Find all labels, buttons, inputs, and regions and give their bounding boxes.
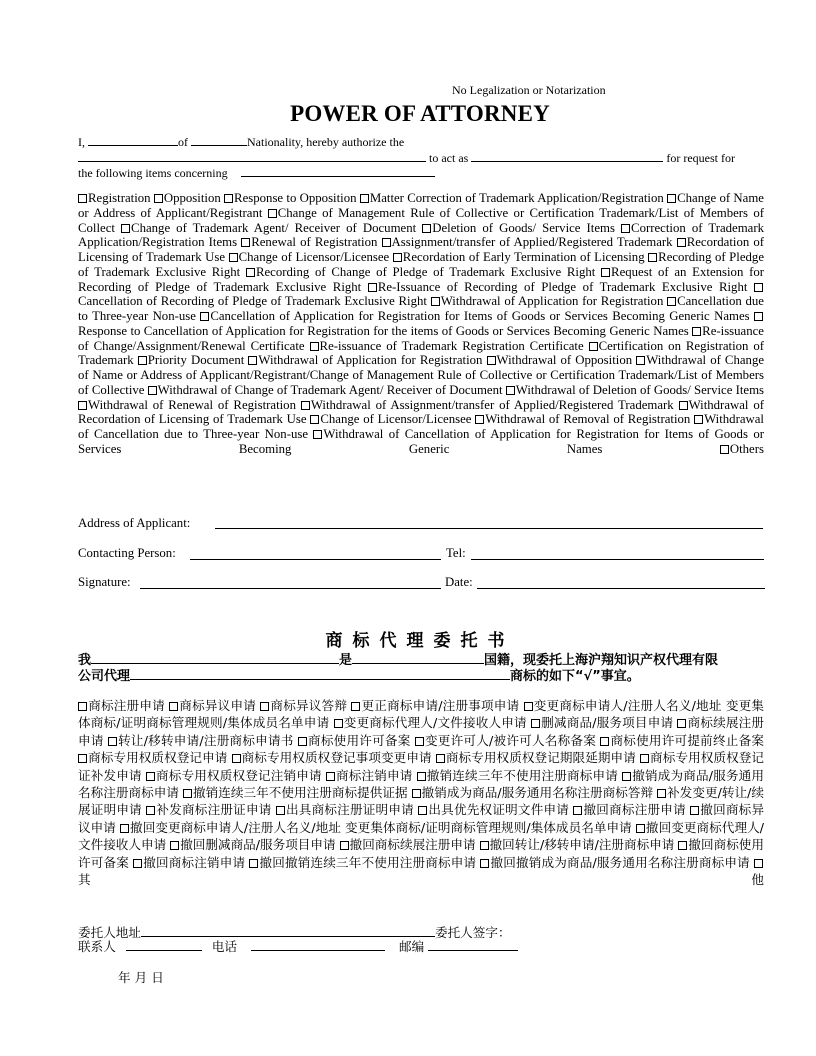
cn-checklist	[78, 697, 764, 888]
cn-item[interactable]	[415, 733, 596, 748]
cn-checkbox[interactable]	[298, 737, 307, 746]
cn-trademark-blank[interactable]	[130, 665, 510, 680]
cn-item-label: 变更商标申请人/注册人名义/地址 变更集体商标/证明商标管理规则/集体成员名单申请	[78, 698, 764, 731]
en-item[interactable]	[138, 353, 245, 367]
en-item-label: Withdrawal of Deletion of Goods/ Service Items	[515, 382, 765, 397]
en-item-label: Change of Trademark Agent/ Receiver of Document	[131, 220, 417, 235]
cn-item-label: 出具商标注册证明申请	[285, 802, 414, 818]
cn-item[interactable]	[418, 802, 569, 817]
cn-item-label: 变更许可人/被许可人名称备案	[424, 732, 597, 748]
cn-item-label: 撤回商标使用许可备案	[78, 837, 764, 870]
cn-title: 商标代理委托书	[325, 631, 515, 651]
tel-label: Tel:	[446, 546, 466, 560]
en-checkbox[interactable]	[248, 356, 257, 365]
en-item[interactable]	[78, 191, 151, 205]
cn-item[interactable]	[108, 733, 294, 748]
cn-zip-input[interactable]	[428, 938, 518, 951]
nationality-blank[interactable]	[191, 133, 247, 146]
cn-item-label: 补发商标注册证申请	[156, 802, 272, 818]
cn-checkbox[interactable]	[133, 859, 142, 868]
cn-checkbox[interactable]	[600, 737, 609, 746]
en-item-label: Cancellation due to Three-year Non-use	[78, 294, 764, 323]
cn-checkbox[interactable]	[340, 841, 349, 850]
en-checkbox[interactable]	[246, 268, 255, 277]
cn-checkbox[interactable]	[326, 772, 335, 781]
cn-checkbox[interactable]	[480, 841, 489, 850]
en-item[interactable]	[393, 250, 645, 264]
cn-item[interactable]	[480, 855, 749, 870]
cn-item-label: 撤回商标注销申请	[143, 854, 246, 870]
intro-for-request: for request for	[666, 151, 735, 165]
cn-item[interactable]	[340, 837, 476, 852]
en-item[interactable]	[229, 250, 390, 264]
en-item-label: Withdrawal of Opposition	[496, 353, 633, 368]
cn-item[interactable]	[326, 768, 413, 783]
cn-item[interactable]	[573, 802, 686, 817]
cn-checkbox[interactable]	[531, 719, 540, 728]
en-item-label: Withdrawal of Cancellation due to Three-year Non-use	[78, 412, 764, 441]
en-checkbox[interactable]	[148, 386, 157, 395]
en-item[interactable]	[241, 235, 377, 249]
cn-sign-label: 委托人签字：	[434, 925, 511, 940]
address-input[interactable]	[215, 528, 763, 529]
en-checkbox[interactable]	[241, 238, 250, 247]
en-item-label: Withdrawal of Renewal of Registration	[88, 397, 296, 412]
en-item-label: Cancellation of Application for Registration for Items of Goods or Services Becoming Generic Names	[210, 309, 750, 323]
cn-item[interactable]	[531, 715, 673, 730]
cn-item-label: 其他	[78, 872, 764, 888]
en-item-label: Withdrawal of Change of Trademark Agent/ Receiver of Document	[157, 382, 503, 397]
en-checkbox[interactable]	[754, 283, 763, 292]
en-checkbox[interactable]	[754, 312, 763, 321]
cn-item-label: 转让/移转申请/注册商标申请书	[117, 732, 294, 748]
cn-item-label: 撤回转让/移转申请/注册商标申请	[489, 837, 675, 853]
cn-checkbox[interactable]	[754, 859, 763, 868]
cn-item-label: 商标异议申请	[179, 698, 257, 713]
en-checkbox[interactable]	[636, 356, 645, 365]
cn-agent-text: 公司代理	[78, 669, 131, 684]
en-checklist	[78, 191, 764, 457]
applicant-name-blank[interactable]	[88, 133, 178, 146]
en-item-label: Withdrawal of Recordation of Licensing of Trademark Use	[78, 397, 764, 427]
en-item[interactable]	[78, 398, 296, 412]
cn-checkbox[interactable]	[146, 772, 155, 781]
role-blank[interactable]	[471, 149, 663, 162]
en-item-label: Withdrawal of Application for Registration	[258, 353, 483, 368]
en-item-label: Priority Document	[147, 353, 245, 368]
address-label: Address of Applicant:	[78, 516, 191, 530]
intro-of: of	[178, 135, 188, 149]
cn-item[interactable]	[276, 802, 414, 817]
en-checkbox[interactable]	[200, 312, 209, 321]
cn-tel-input[interactable]	[251, 938, 385, 951]
cn-item-label: 删减商品/服务项目申请	[541, 715, 674, 731]
cn-checkbox[interactable]	[678, 841, 687, 850]
cn-checkbox[interactable]	[108, 737, 117, 746]
cn-checkbox[interactable]	[120, 824, 129, 833]
agent-blank[interactable]	[78, 149, 426, 162]
cn-item-label: 撤回商标注册申请	[583, 802, 686, 818]
cn-item-label: 商标异议答辩	[270, 698, 348, 713]
cn-item-label: 商标专用权质权登记申请	[88, 750, 228, 766]
cn-item-label: 撤回撤销成为商品/服务通用名称注册商标申请	[490, 854, 750, 870]
cn-item-label: 撤回变更商标申请人/注册人名义/地址 变更集体商标/证明商标管理规则/集体成员名单申请	[130, 819, 632, 835]
cn-item[interactable]	[260, 698, 347, 713]
en-item-label: Withdrawal of Removal of Registration	[485, 412, 691, 427]
cn-checkbox[interactable]	[415, 737, 424, 746]
en-checkbox[interactable]	[310, 415, 319, 424]
cn-checkbox[interactable]	[690, 806, 699, 815]
cn-checkbox[interactable]	[232, 754, 241, 763]
cn-checkbox[interactable]	[146, 806, 155, 815]
en-checkbox[interactable]	[78, 194, 87, 203]
cn-item-label: 商标使用许可备案	[307, 732, 411, 748]
en-checkbox[interactable]	[667, 194, 676, 203]
cn-item[interactable]	[146, 768, 322, 783]
en-checkbox[interactable]	[138, 356, 147, 365]
en-item[interactable]	[224, 191, 356, 205]
cn-item-label: 商标专用权质权登记注销申请	[155, 767, 322, 783]
tel-input[interactable]	[471, 559, 764, 560]
cn-item[interactable]	[334, 715, 527, 730]
en-checkbox[interactable]	[601, 268, 610, 277]
cn-item[interactable]	[78, 750, 227, 765]
cn-shi: 是	[339, 653, 353, 668]
cn-item-label: 更正商标申请/注册事项申请	[361, 698, 520, 713]
cn-item-label: 商标使用许可提前终止备案	[610, 732, 764, 748]
cn-matters-text: 商标的如下“√”事宜。	[510, 669, 640, 684]
en-item-label: Matter Correction of Trademark Application/Registration	[369, 191, 664, 205]
cn-item[interactable]	[600, 733, 764, 748]
cn-foot-line-2	[78, 936, 518, 955]
cn-item[interactable]	[146, 802, 271, 817]
page-title: POWER OF ATTORNEY	[290, 101, 550, 126]
en-item[interactable]	[360, 191, 664, 205]
en-checkbox[interactable]	[679, 401, 688, 410]
en-item-label: Opposition	[163, 191, 221, 205]
en-item-label: Change of Licensor/Licensee	[238, 250, 390, 264]
cn-item-label: 商标注册申请	[88, 698, 165, 713]
en-item[interactable]	[248, 353, 482, 367]
cn-checkbox[interactable]	[249, 859, 258, 868]
cn-checkbox[interactable]	[183, 789, 192, 798]
cn-checkbox[interactable]	[636, 824, 645, 833]
en-checkbox[interactable]	[301, 401, 310, 410]
en-item[interactable]	[475, 412, 690, 426]
en-checkbox[interactable]	[360, 194, 369, 203]
cn-checkbox[interactable]	[480, 859, 489, 868]
signature-input[interactable]	[140, 588, 441, 589]
cn-tel-label: 电话	[211, 939, 237, 954]
en-checkbox[interactable]	[667, 297, 676, 306]
cn-item-label: 变更商标代理人/文件接收人申请	[343, 715, 527, 731]
cn-wo: 我	[78, 653, 92, 668]
en-checkbox[interactable]	[229, 253, 238, 262]
en-item[interactable]	[121, 221, 416, 235]
cn-checkbox[interactable]	[677, 719, 686, 728]
cn-item[interactable]	[78, 698, 165, 713]
cn-item[interactable]	[351, 698, 519, 713]
cn-address-label: 委托人地址	[78, 925, 141, 940]
en-item[interactable]	[506, 383, 764, 397]
cn-checkbox[interactable]	[622, 772, 631, 781]
en-checkbox[interactable]	[589, 342, 598, 351]
en-item-label: Recordation of Early Termination of Licensing	[402, 250, 645, 264]
cn-checkbox[interactable]	[351, 702, 360, 711]
en-checkbox[interactable]	[692, 327, 701, 336]
cn-checkbox[interactable]	[436, 754, 445, 763]
en-item-label: Change of Licensor/Licensee	[320, 412, 472, 427]
cn-checkbox[interactable]	[334, 719, 343, 728]
en-checkbox[interactable]	[154, 194, 163, 203]
en-item-label: Recordation of Licensing of Trademark Use	[78, 235, 765, 264]
en-checkbox[interactable]	[121, 224, 130, 233]
cn-item-label: 撤回商标异议申请	[78, 802, 765, 835]
en-item-label: Response to Opposition	[234, 191, 357, 205]
en-checkbox[interactable]	[78, 401, 87, 410]
en-item-label: Recording of Pledge of Trademark Exclusive Right	[78, 250, 765, 279]
en-item-label: Recording of Change of Pledge of Trademark Exclusive Right	[255, 264, 596, 279]
cn-checkbox[interactable]	[260, 702, 269, 711]
en-item[interactable]	[487, 353, 633, 367]
en-item-label: Correction of Trademark Application/Registration Items	[78, 220, 765, 250]
date-label: Date:	[445, 575, 473, 589]
en-checkbox[interactable]	[720, 445, 729, 454]
en-item[interactable]	[301, 398, 674, 412]
cn-item-label: 商标专用权质权登记证补发申请	[78, 750, 765, 783]
en-checkbox[interactable]	[382, 238, 391, 247]
cn-contact-input[interactable]	[126, 938, 202, 951]
cn-item-label: 撤回删减商品/服务项目申请	[180, 837, 336, 853]
en-checkbox[interactable]	[422, 224, 431, 233]
en-item-label: Cancellation of Recording of Pledge of Trademark Exclusive Right	[78, 294, 427, 309]
en-item[interactable]	[148, 383, 503, 397]
cn-item-label: 撤回商标续展注册申请	[349, 837, 476, 853]
no-legalization-note: No Legalization or Notarization	[452, 83, 606, 97]
contact-input[interactable]	[190, 559, 441, 560]
intro-i: I,	[78, 135, 85, 149]
intro-to-act-as: to act as	[429, 151, 469, 165]
en-item[interactable]	[154, 191, 221, 205]
cn-checkbox[interactable]	[170, 841, 179, 850]
en-item-label: Response to Cancellation of Application for Registration for the items of Goods or Services Becoming Generic Names	[78, 323, 689, 338]
cn-checkbox[interactable]	[412, 789, 421, 798]
cn-checkbox[interactable]	[418, 806, 427, 815]
en-item-label: Re-Issuance of Recording of Pledge of Trademark Exclusive Right	[377, 279, 748, 294]
en-checkbox[interactable]	[310, 342, 319, 351]
en-item[interactable]	[431, 294, 664, 308]
en-checkbox[interactable]	[475, 415, 484, 424]
cn-intro-line-2	[78, 665, 640, 684]
en-item-label: Deletion of Goods/ Service Items	[432, 220, 615, 235]
date-input[interactable]	[477, 588, 765, 589]
en-checkbox[interactable]	[393, 253, 402, 262]
en-checkbox[interactable]	[621, 224, 630, 233]
en-item-label: Withdrawal of Change of Name or Address of Applicant/Registrant/Change of Management Rule of Collective or Certification Trademark/List of Members of Collective	[78, 353, 765, 397]
cn-item-label: 补发变更/转让/续展证明申请	[78, 785, 764, 818]
cn-checkbox[interactable]	[169, 702, 178, 711]
cn-item[interactable]	[133, 855, 245, 870]
en-item-label: Assignment/transfer of Applied/Registered Trademark	[391, 235, 673, 250]
en-item-label: Change of Name or Address of Applicant/Registrant	[78, 191, 764, 220]
cn-zip-label: 邮编	[399, 939, 425, 954]
signature-label: Signature:	[78, 575, 131, 589]
en-item-label: Change of Management Rule of Collective or Certification Trademark/List of Members of Collect	[78, 205, 764, 235]
cn-checkbox[interactable]	[573, 806, 582, 815]
en-item-label: Withdrawal of Cancellation of Application for Registration for Items of Goods or Services Becoming Generic Names	[78, 427, 764, 456]
contact-label: Contacting Person:	[78, 546, 176, 560]
en-checkbox[interactable]	[677, 238, 686, 247]
intro-nationality: Nationality, hereby authorize the	[247, 135, 405, 149]
en-item-label: Request of an Extension for Recording of Pledge of Trademark Exclusive Right	[78, 264, 764, 294]
cn-item-label: 撤销成为商品/服务通用名称注册商标申请	[78, 767, 764, 801]
en-checkbox[interactable]	[506, 386, 515, 395]
en-checkbox[interactable]	[694, 415, 703, 424]
cn-item[interactable]	[183, 785, 408, 800]
en-item-label: Withdrawal of Application for Registration	[440, 294, 664, 309]
en-checkbox[interactable]	[648, 253, 657, 262]
cn-nationality-text: 国籍，现委托上海沪翔知识产权代理有限	[484, 653, 719, 668]
en-checkbox[interactable]	[268, 209, 277, 218]
cn-item[interactable]	[298, 733, 411, 748]
cn-item-label: 商标专用权质权登记事项变更申请	[241, 750, 432, 766]
en-checkbox[interactable]	[487, 356, 496, 365]
cn-item[interactable]	[480, 837, 675, 852]
en-item[interactable]	[382, 235, 673, 249]
cn-item-label: 撤销连续三年不使用注册商标申请	[426, 767, 618, 783]
en-item-label: Withdrawal of Assignment/transfer of Applied/Registered Trademark	[310, 397, 674, 412]
cn-checkbox[interactable]	[657, 789, 666, 798]
en-item-label: Re-issuance of Change/Assignment/Renewal Certificate	[78, 323, 764, 353]
intro-items-concerning: the following items concerning	[78, 166, 228, 180]
cn-item-label: 撤回变更商标代理人/文件接收人申请	[78, 819, 764, 853]
en-item-label: Renewal of Registration	[251, 235, 378, 250]
cn-item-label: 撤销连续三年不使用注册商标提供证据	[193, 785, 408, 801]
cn-checkbox[interactable]	[78, 754, 87, 763]
cn-checkbox[interactable]	[78, 702, 87, 711]
en-item[interactable]	[310, 412, 471, 426]
cn-item[interactable]	[249, 855, 476, 870]
cn-item-label: 撤回撤销连续三年不使用注册商标申请	[259, 854, 477, 870]
en-item[interactable]	[720, 442, 764, 456]
en-item-label: Others	[729, 441, 764, 456]
cn-item[interactable]	[169, 698, 256, 713]
cn-item[interactable]	[170, 837, 335, 852]
en-item-label: Re-issuance of Trademark Registration Certificate	[319, 338, 584, 353]
cn-name-blank[interactable]	[91, 649, 339, 664]
cn-item[interactable]	[412, 785, 653, 800]
cn-item-label: 商标续展注册申请	[78, 715, 765, 748]
en-item[interactable]	[246, 265, 595, 279]
en-item[interactable]	[200, 309, 749, 323]
cn-checkbox[interactable]	[640, 754, 649, 763]
en-checkbox[interactable]	[431, 297, 440, 306]
cn-item[interactable]	[232, 750, 432, 765]
en-item[interactable]	[422, 221, 615, 235]
en-checkbox[interactable]	[224, 194, 233, 203]
trademark-blank[interactable]	[241, 164, 435, 177]
en-checkbox[interactable]	[368, 283, 377, 292]
cn-item[interactable]	[417, 768, 618, 783]
cn-checkbox[interactable]	[524, 702, 533, 711]
cn-item-label: 出具优先权证明文件申请	[428, 802, 570, 818]
en-item[interactable]	[368, 280, 748, 294]
cn-item-label: 商标注销申请	[335, 767, 413, 783]
cn-nationality-blank[interactable]	[352, 649, 484, 664]
en-item-label: Certification on Registration of Trademark	[78, 338, 765, 368]
en-item[interactable]	[310, 339, 584, 353]
cn-date: 年 月 日	[118, 970, 164, 985]
cn-checkbox[interactable]	[417, 772, 426, 781]
cn-item-label: 商标专用权质权登记期限延期申请	[445, 750, 636, 766]
en-item-label: Registration	[88, 191, 151, 205]
intro-line-3	[78, 164, 435, 181]
cn-item-label: 撤销成为商品/服务通用名称注册商标答辩	[421, 785, 654, 801]
cn-contact-label: 联系人	[78, 939, 116, 954]
cn-item[interactable]	[436, 750, 636, 765]
cn-item[interactable]	[120, 820, 632, 835]
cn-checkbox[interactable]	[276, 806, 285, 815]
en-checkbox[interactable]	[313, 430, 322, 439]
intro-line-1	[78, 133, 404, 150]
